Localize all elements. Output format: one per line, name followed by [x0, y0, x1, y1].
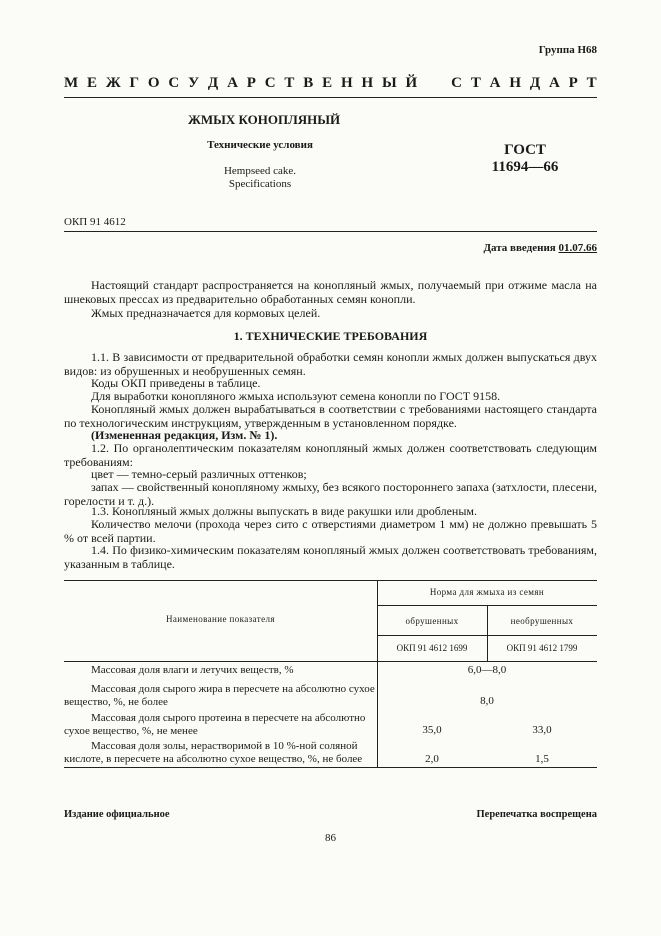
requirements-table	[64, 580, 597, 768]
table-rule	[64, 580, 597, 581]
okp-hulled: ОКП 91 4612 1699	[396, 643, 468, 653]
body-paragraph: 1.3. Конопляный жмых должны выпускать в виде ракушки или дробленым.	[91, 504, 477, 518]
interstate-heading-letter: Н	[509, 75, 522, 91]
interstate-heading-letter	[426, 75, 430, 92]
interstate-heading-letter: А	[489, 75, 501, 91]
interstate-heading-letter: С	[168, 75, 180, 91]
page-number: 86	[325, 832, 336, 844]
interstate-heading-letter: А	[227, 75, 238, 91]
table-row-hulled-value: 35,0	[422, 724, 442, 736]
body-paragraph: 1.4. По физико-химическим показателям конопляный жмых должен соответствовать требованиям, указанным в таблице.	[64, 543, 597, 571]
introduction-date-value: 01.07.66	[558, 242, 597, 254]
gost-number: 11694—66	[491, 159, 559, 175]
reprint-prohibited-note: Перепечатка воспрещена	[476, 809, 597, 820]
column-header-indicator: Наименование показателя	[166, 614, 275, 624]
column-header-hulled: обрушенных	[405, 616, 459, 626]
table-row-name: кислоте, в пересчете на абсолютно сухое вещество, %, не более	[64, 753, 363, 765]
table-row-name: Массовая доля влаги и летучих веществ, %	[91, 664, 294, 676]
interstate-heading-letter: Д	[207, 75, 219, 91]
interstate-heading-letter: Н	[340, 75, 353, 91]
table-row-unhulled-value: 1,5	[535, 753, 549, 765]
interstate-heading-letter: Р	[568, 75, 578, 91]
section-heading: 1. ТЕХНИЧЕСКИЕ ТРЕБОВАНИЯ	[233, 329, 428, 343]
interstate-heading-letter: Т	[284, 75, 295, 91]
body-paragraph: 1.1. В зависимости от предварительной обработки семян конопли жмых должен выпускаться двух видов: из обрушенных и необрушенных семян.	[64, 350, 597, 378]
interstate-heading-letter	[439, 75, 443, 92]
interstate-standard-heading	[64, 75, 597, 92]
body-paragraph: Для выработки конопляного жмыха используют семена конопли по ГОСТ 9158.	[91, 389, 501, 403]
group-code: Группа Н68	[538, 44, 597, 56]
body-paragraph: Количество мелочи (прохода через сито с отверстиями диаметром 1 мм) не должно превышать 5 % от всей партии.	[64, 517, 597, 545]
interstate-heading-letter: Е	[87, 75, 98, 91]
table-row-name: Массовая доля золы, нерастворимой в 10 %-ной соляной	[91, 740, 358, 752]
okp-code: ОКП 91 4612	[64, 216, 126, 228]
interstate-heading-letter: Т	[470, 75, 481, 91]
interstate-heading-letter: Й	[405, 75, 418, 91]
official-edition-note: Издание официальное	[64, 809, 170, 820]
introduction-date	[483, 242, 597, 254]
body-paragraph: Коды ОКП приведены в таблице.	[91, 376, 261, 390]
interstate-heading-letter: С	[264, 75, 276, 91]
interstate-heading-letter: В	[303, 75, 314, 91]
body-paragraph: цвет — темно-серый различных оттенков;	[91, 467, 307, 481]
table-rule	[377, 635, 597, 636]
english-subtitle: Specifications	[228, 178, 292, 190]
table-row-hulled-value: 2,0	[425, 753, 439, 765]
interstate-heading-letter: М	[64, 75, 79, 91]
table-row-name: Массовая доля сырого жира в пересчете на абсолютно сухое	[91, 683, 375, 695]
english-title: Hempseed cake.	[223, 165, 297, 177]
amendment-note: (Измененная редакция, Изм. № 1).	[91, 428, 278, 442]
header-rule	[64, 97, 597, 98]
interstate-heading-letter: Е	[322, 75, 333, 91]
body-paragraph: 1.2. По органолептическим показателям конопляный жмых должен соответствовать следующим требованиям:	[64, 441, 597, 469]
intro-paragraph-2: Жмых предназначается для кормовых целей.	[91, 306, 321, 320]
table-rule	[64, 661, 597, 662]
table-row-name: Массовая доля сырого протеина в пересчете на абсолютно	[91, 712, 366, 724]
column-header-norm: Норма для жмыха из семян	[429, 587, 545, 597]
gost-label: ГОСТ	[504, 142, 546, 158]
table-row-name: вещество, %, не более	[64, 696, 168, 708]
table-row-unhulled-value: 33,0	[532, 724, 552, 736]
table-row-common-value: 6,0—8,0	[467, 664, 507, 676]
interstate-heading-letter: Ж	[105, 75, 121, 91]
interstate-heading-letter: Н	[361, 75, 374, 91]
interstate-heading-letter: А	[549, 75, 560, 91]
table-row-name: сухое вещество, %, не менее	[64, 725, 198, 737]
interstate-heading-letter: Т	[586, 75, 597, 91]
body-paragraph: запах — свойственный конопляному жмыху, без всякого постороннего запаха (затхлости, плесени, горелости и т. д.).	[64, 480, 597, 508]
interstate-heading-letter: Р	[246, 75, 256, 91]
table-row-common-value: 8,0	[480, 695, 494, 707]
okp-unhulled: ОКП 91 4612 1799	[506, 643, 578, 653]
interstate-heading-letter: Д	[529, 75, 541, 91]
table-rule	[64, 767, 597, 768]
interstate-heading-letter: Ы	[381, 75, 397, 91]
interstate-heading-letter: У	[188, 75, 200, 91]
column-header-unhulled: необрушенных	[510, 616, 574, 626]
body-paragraph: Конопляный жмых должен вырабатываться в соответствии с требованиями настоящего стандарта по технологическим инструкциям, утвержденным в установленном порядке.	[64, 402, 597, 430]
introduction-date-label: Дата введения	[483, 242, 556, 254]
intro-paragraph-1: Настоящий стандарт распространяется на конопляный жмых, получаемый при отжиме масла на шнековых прессах из предварительно обработанных семян конопли.	[64, 278, 597, 306]
document-title: ЖМЫХ КОНОПЛЯНЫЙ	[188, 112, 341, 127]
document-subtitle: Технические условия	[207, 139, 313, 151]
interstate-heading-letter: Г	[129, 75, 140, 91]
okp-rule	[64, 231, 597, 232]
interstate-heading-letter: О	[147, 75, 160, 91]
interstate-heading-letter: С	[451, 75, 462, 91]
